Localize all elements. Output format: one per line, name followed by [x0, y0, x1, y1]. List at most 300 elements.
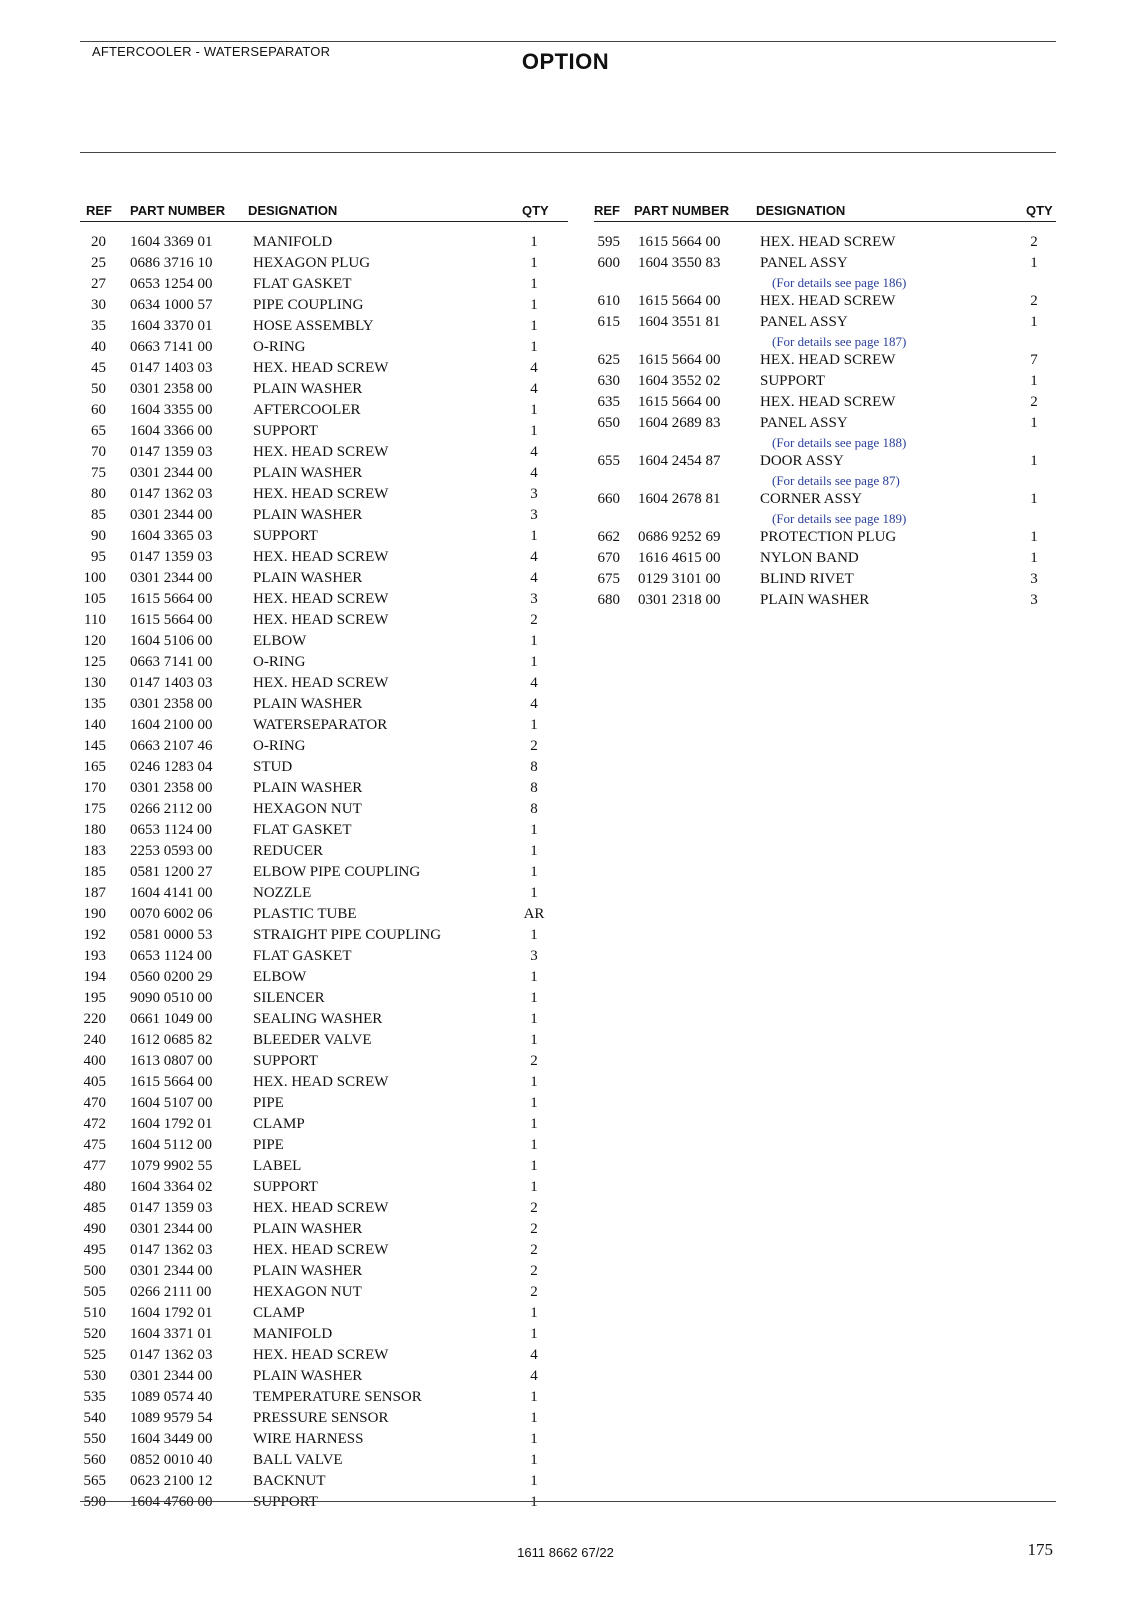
cell-part-number: 0852 0010 40	[130, 1452, 213, 1468]
table-body	[594, 232, 1056, 611]
table-row	[80, 253, 568, 274]
cell-part-number: 0266 2111 00	[130, 1284, 212, 1300]
page-title: OPTION	[521, 49, 610, 74]
cell-designation: HEXAGON NUT	[253, 1284, 362, 1300]
cell-qty: 4	[530, 675, 538, 691]
cell-designation: PIPE	[253, 1137, 284, 1153]
cell-ref: 635	[597, 394, 620, 410]
table-row	[80, 274, 568, 295]
cell-part-number: 0301 2344 00	[130, 465, 213, 481]
cell-part-number: 1604 3371 01	[130, 1326, 213, 1342]
cell-designation: HOSE ASSEMBLY	[253, 318, 374, 334]
cell-qty: 2	[530, 612, 538, 628]
cell-qty: 1	[530, 402, 538, 418]
details-reference-text: (For details see page 187)	[772, 334, 907, 349]
cell-ref: 40	[91, 339, 106, 355]
table-row	[80, 232, 568, 253]
cell-part-number: 1089 9579 54	[130, 1410, 213, 1426]
cell-qty: 1	[530, 654, 538, 670]
cell-ref: 187	[83, 885, 106, 901]
header-designation: DESIGNATION	[756, 203, 846, 218]
cell-ref: 50	[91, 381, 106, 397]
cell-part-number: 0301 2318 00	[638, 592, 721, 608]
cell-qty: 1	[1030, 415, 1038, 431]
cell-part-number: 0147 1362 03	[130, 1347, 213, 1363]
table-row	[80, 673, 568, 694]
cell-ref: 405	[83, 1074, 106, 1090]
cell-ref: 65	[91, 423, 106, 439]
table-row	[80, 484, 568, 505]
cell-part-number: 0147 1359 03	[130, 444, 213, 460]
details-reference-note	[594, 274, 1056, 291]
cell-ref: 595	[597, 234, 620, 250]
cell-qty: 1	[530, 633, 538, 649]
cell-designation: CLAMP	[253, 1305, 305, 1321]
cell-designation: HEX. HEAD SCREW	[760, 394, 896, 410]
table-row	[80, 421, 568, 442]
cell-ref: 190	[83, 906, 106, 922]
cell-designation: DOOR ASSY	[760, 453, 844, 469]
cell-part-number: 1604 3552 02	[638, 373, 721, 389]
table-row	[594, 371, 1056, 392]
cell-ref: 183	[83, 843, 106, 859]
cell-part-number: 0129 3101 00	[638, 571, 721, 587]
table-row	[80, 1198, 568, 1219]
cell-ref: 27	[91, 276, 106, 292]
cell-part-number: 0661 1049 00	[130, 1011, 213, 1027]
parts-table-left	[80, 199, 568, 1513]
cell-qty: 2	[1030, 234, 1038, 250]
cell-ref: 675	[597, 571, 620, 587]
cell-part-number: 0301 2344 00	[130, 1221, 213, 1237]
cell-designation: HEX. HEAD SCREW	[253, 612, 389, 628]
cell-part-number: 1604 4141 00	[130, 885, 213, 901]
cell-ref: 535	[83, 1389, 106, 1405]
cell-part-number: 1604 5106 00	[130, 633, 213, 649]
cell-ref: 525	[83, 1347, 106, 1363]
cell-part-number: 1604 2678 81	[638, 491, 721, 507]
cell-part-number: 0147 1403 03	[130, 360, 213, 376]
details-reference-text: (For details see page 189)	[772, 511, 907, 526]
cell-qty: 2	[1030, 394, 1038, 410]
cell-part-number: 0653 1124 00	[130, 948, 212, 964]
cell-designation: ELBOW	[253, 633, 307, 649]
cell-qty: AR	[523, 906, 545, 922]
table-row	[80, 1072, 568, 1093]
cell-designation: BLEEDER VALVE	[253, 1032, 372, 1048]
cell-qty: 1	[530, 927, 538, 943]
cell-qty: 1	[1030, 550, 1038, 566]
cell-designation: PLAIN WASHER	[253, 780, 363, 796]
table-row	[594, 413, 1056, 434]
cell-qty: 1	[530, 1326, 538, 1342]
cell-ref: 240	[83, 1032, 106, 1048]
cell-designation: SUPPORT	[253, 1053, 318, 1069]
cell-designation: PANEL ASSY	[760, 255, 848, 271]
table-row	[80, 1282, 568, 1303]
cell-qty: 1	[530, 255, 538, 271]
header-bottom-rule	[80, 152, 1056, 153]
cell-qty: 1	[530, 1095, 538, 1111]
cell-designation: PLAIN WASHER	[253, 1221, 363, 1237]
table-row	[80, 1240, 568, 1261]
cell-ref: 500	[83, 1263, 106, 1279]
cell-part-number: 0147 1403 03	[130, 675, 213, 691]
cell-qty: 2	[530, 1200, 538, 1216]
cell-designation: ELBOW PIPE COUPLING	[253, 864, 421, 880]
table-row	[80, 1492, 568, 1513]
cell-ref: 95	[91, 549, 106, 565]
cell-designation: HEX. HEAD SCREW	[253, 1200, 389, 1216]
cell-qty: 1	[1030, 529, 1038, 545]
table-row	[80, 1345, 568, 1366]
cell-designation: HEX. HEAD SCREW	[253, 1242, 389, 1258]
details-reference-note	[594, 434, 1056, 451]
table-body	[80, 232, 568, 1513]
table-row	[80, 736, 568, 757]
cell-qty: 1	[530, 1431, 538, 1447]
table-row	[80, 1408, 568, 1429]
cell-qty: 3	[1030, 571, 1038, 587]
cell-designation: REDUCER	[253, 843, 324, 859]
cell-qty: 3	[530, 948, 538, 964]
cell-ref: 550	[83, 1431, 106, 1447]
table-row	[80, 883, 568, 904]
cell-designation: PLASTIC TUBE	[253, 906, 357, 922]
cell-ref: 165	[83, 759, 106, 775]
details-reference-text: (For details see page 87)	[772, 473, 900, 488]
cell-qty: 1	[530, 1158, 538, 1174]
table-row	[80, 463, 568, 484]
cell-part-number: 1615 5664 00	[638, 293, 721, 309]
cell-part-number: 1604 3449 00	[130, 1431, 213, 1447]
cell-qty: 4	[530, 381, 538, 397]
cell-ref: 495	[83, 1242, 106, 1258]
cell-qty: 2	[530, 1242, 538, 1258]
cell-ref: 650	[597, 415, 620, 431]
cell-ref: 100	[83, 570, 106, 586]
cell-qty: 1	[530, 1305, 538, 1321]
cell-part-number: 1604 3355 00	[130, 402, 213, 418]
cell-ref: 610	[597, 293, 620, 309]
cell-qty: 3	[530, 507, 538, 523]
cell-part-number: 0301 2358 00	[130, 381, 213, 397]
cell-qty: 1	[530, 423, 538, 439]
cell-designation: PIPE	[253, 1095, 284, 1111]
header-designation: DESIGNATION	[248, 203, 338, 218]
table-row	[80, 589, 568, 610]
cell-qty: 8	[530, 780, 538, 796]
table-row	[80, 946, 568, 967]
table-row	[80, 1177, 568, 1198]
cell-designation: PLAIN WASHER	[253, 507, 363, 523]
cell-qty: 2	[530, 738, 538, 754]
cell-qty: 7	[1030, 352, 1038, 368]
cell-qty: 4	[530, 465, 538, 481]
cell-ref: 485	[83, 1200, 106, 1216]
table-row	[80, 1030, 568, 1051]
cell-ref: 20	[91, 234, 106, 250]
cell-ref: 670	[597, 550, 620, 566]
cell-ref: 180	[83, 822, 106, 838]
cell-part-number: 1604 5107 00	[130, 1095, 213, 1111]
cell-qty: 3	[530, 591, 538, 607]
cell-part-number: 0663 7141 00	[130, 654, 213, 670]
cell-designation: FLAT GASKET	[253, 948, 352, 964]
table-row	[594, 232, 1056, 253]
cell-part-number: 0581 1200 27	[130, 864, 213, 880]
cell-part-number: 2253 0593 00	[130, 843, 213, 859]
cell-qty: 4	[530, 570, 538, 586]
cell-designation: MANIFOLD	[253, 234, 333, 250]
cell-designation: PLAIN WASHER	[253, 570, 363, 586]
cell-part-number: 1615 5664 00	[638, 234, 721, 250]
cell-part-number: 0301 2344 00	[130, 570, 213, 586]
cell-qty: 1	[530, 1452, 538, 1468]
cell-designation: LABEL	[253, 1158, 302, 1174]
table-row	[80, 1429, 568, 1450]
header-part-number: PART NUMBER	[130, 203, 226, 218]
cell-part-number: 1604 3370 01	[130, 318, 213, 334]
table-row	[80, 1114, 568, 1135]
cell-qty: 1	[530, 1116, 538, 1132]
table-row	[594, 253, 1056, 274]
table-row	[80, 568, 568, 589]
cell-designation: CORNER ASSY	[760, 491, 863, 507]
cell-designation: HEX. HEAD SCREW	[760, 293, 896, 309]
cell-ref: 90	[91, 528, 106, 544]
cell-qty: 2	[530, 1053, 538, 1069]
cell-ref: 530	[83, 1368, 106, 1384]
cell-part-number: 1604 1792 01	[130, 1305, 213, 1321]
cell-designation: PROTECTION PLUG	[760, 529, 897, 545]
cell-part-number: 1604 3369 01	[130, 234, 213, 250]
cell-ref: 470	[83, 1095, 106, 1111]
table-row	[80, 1324, 568, 1345]
cell-ref: 85	[91, 507, 106, 523]
header-qty: QTY	[522, 203, 549, 218]
cell-designation: PLAIN WASHER	[253, 1263, 363, 1279]
cell-part-number: 0070 6002 06	[130, 906, 213, 922]
cell-qty: 4	[530, 1347, 538, 1363]
table-row	[80, 652, 568, 673]
cell-qty: 1	[530, 234, 538, 250]
cell-part-number: 1615 5664 00	[130, 612, 213, 628]
cell-ref: 660	[597, 491, 620, 507]
cell-part-number: 0686 9252 69	[638, 529, 721, 545]
table-row	[80, 820, 568, 841]
cell-ref: 220	[83, 1011, 106, 1027]
table-row	[80, 925, 568, 946]
cell-qty: 4	[530, 444, 538, 460]
cell-part-number: 0663 7141 00	[130, 339, 213, 355]
cell-qty: 1	[1030, 373, 1038, 389]
cell-designation: PIPE COUPLING	[253, 297, 364, 313]
cell-designation: O-RING	[253, 738, 306, 754]
cell-qty: 1	[1030, 453, 1038, 469]
cell-designation: HEXAGON PLUG	[253, 255, 371, 271]
cell-qty: 1	[530, 297, 538, 313]
cell-ref: 30	[91, 297, 106, 313]
cell-qty: 8	[530, 801, 538, 817]
cell-designation: WIRE HARNESS	[253, 1431, 364, 1447]
cell-ref: 560	[83, 1452, 106, 1468]
table-row	[80, 295, 568, 316]
cell-qty: 4	[530, 1368, 538, 1384]
cell-part-number: 0653 1254 00	[130, 276, 213, 292]
details-reference-text: (For details see page 188)	[772, 435, 907, 450]
cell-qty: 2	[530, 1284, 538, 1300]
cell-designation: HEX. HEAD SCREW	[253, 675, 389, 691]
cell-ref: 45	[91, 360, 106, 376]
cell-designation: ELBOW	[253, 969, 307, 985]
table-row	[80, 904, 568, 925]
cell-ref: 120	[83, 633, 106, 649]
cell-designation: HEX. HEAD SCREW	[253, 549, 389, 565]
table-row	[80, 1366, 568, 1387]
cell-designation: HEX. HEAD SCREW	[760, 352, 896, 368]
cell-designation: CLAMP	[253, 1116, 305, 1132]
cell-qty: 1	[1030, 314, 1038, 330]
cell-ref: 130	[83, 675, 106, 691]
cell-ref: 615	[597, 314, 620, 330]
cell-designation: BACKNUT	[253, 1473, 326, 1489]
cell-part-number: 0301 2344 00	[130, 507, 213, 523]
table-row	[80, 1051, 568, 1072]
table-row	[80, 841, 568, 862]
cell-qty: 1	[530, 864, 538, 880]
details-reference-note	[594, 333, 1056, 350]
cell-ref: 75	[91, 465, 106, 481]
cell-designation: STUD	[253, 759, 293, 775]
cell-ref: 472	[83, 1116, 106, 1132]
cell-designation: NYLON BAND	[760, 550, 859, 566]
cell-designation: HEX. HEAD SCREW	[253, 591, 389, 607]
cell-designation: FLAT GASKET	[253, 822, 352, 838]
table-row	[594, 548, 1056, 569]
document-code: 1611 8662 67/22	[517, 1545, 614, 1560]
cell-designation: AFTERCOOLER	[253, 402, 361, 418]
table-row	[594, 312, 1056, 333]
cell-part-number: 1615 5664 00	[638, 352, 721, 368]
cell-designation: NOZZLE	[253, 885, 312, 901]
cell-part-number: 0634 1000 57	[130, 297, 213, 313]
cell-ref: 475	[83, 1137, 106, 1153]
cell-qty: 1	[530, 717, 538, 733]
table-row	[80, 988, 568, 1009]
footer-rule	[80, 1501, 1056, 1502]
table-row	[80, 442, 568, 463]
cell-designation: PANEL ASSY	[760, 314, 848, 330]
cell-ref: 60	[91, 402, 106, 418]
cell-ref: 662	[597, 529, 620, 545]
cell-ref: 490	[83, 1221, 106, 1237]
cell-ref: 145	[83, 738, 106, 754]
table-row	[594, 451, 1056, 472]
cell-designation: HEXAGON NUT	[253, 801, 362, 817]
table-row	[594, 291, 1056, 312]
cell-part-number: 0560 0200 29	[130, 969, 213, 985]
cell-part-number: 0686 3716 10	[130, 255, 213, 271]
cell-part-number: 1615 5664 00	[638, 394, 721, 410]
cell-qty: 1	[530, 1011, 538, 1027]
table-row	[80, 505, 568, 526]
table-row	[80, 379, 568, 400]
cell-part-number: 1604 3550 83	[638, 255, 721, 271]
cell-part-number: 1604 3364 02	[130, 1179, 213, 1195]
cell-designation: HEX. HEAD SCREW	[253, 1074, 389, 1090]
cell-qty: 4	[530, 549, 538, 565]
cell-part-number: 0653 1124 00	[130, 822, 212, 838]
cell-designation: HEX. HEAD SCREW	[253, 360, 389, 376]
cell-qty: 1	[530, 990, 538, 1006]
cell-part-number: 1604 1792 01	[130, 1116, 213, 1132]
cell-part-number: 0301 2358 00	[130, 696, 213, 712]
cell-designation: SILENCER	[253, 990, 325, 1006]
table-row	[80, 526, 568, 547]
cell-part-number: 1079 9902 55	[130, 1158, 213, 1174]
cell-designation: SUPPORT	[253, 1179, 318, 1195]
cell-ref: 70	[91, 444, 106, 460]
cell-part-number: 1612 0685 82	[130, 1032, 213, 1048]
cell-ref: 655	[597, 453, 620, 469]
cell-ref: 630	[597, 373, 620, 389]
cell-part-number: 1615 5664 00	[130, 1074, 213, 1090]
cell-ref: 185	[83, 864, 106, 880]
cell-designation: O-RING	[253, 339, 306, 355]
cell-part-number: 0266 2112 00	[130, 801, 212, 817]
cell-ref: 520	[83, 1326, 106, 1342]
cell-part-number: 1615 5664 00	[130, 591, 213, 607]
cell-part-number: 1604 3365 03	[130, 528, 213, 544]
cell-designation: STRAIGHT PIPE COUPLING	[253, 927, 442, 943]
cell-qty: 1	[530, 885, 538, 901]
cell-qty: 1	[530, 318, 538, 334]
table-row	[80, 1135, 568, 1156]
cell-qty: 1	[530, 276, 538, 292]
cell-ref: 600	[597, 255, 620, 271]
cell-designation: SUPPORT	[760, 373, 825, 389]
cell-designation: BLIND RIVET	[760, 571, 854, 587]
table-row	[80, 1387, 568, 1408]
cell-qty: 1	[530, 822, 538, 838]
cell-designation: HEX. HEAD SCREW	[253, 444, 389, 460]
cell-ref: 480	[83, 1179, 106, 1195]
cell-ref: 193	[83, 948, 106, 964]
table-row	[80, 1093, 568, 1114]
cell-designation: HEX. HEAD SCREW	[760, 234, 896, 250]
details-reference-text: (For details see page 186)	[772, 275, 907, 290]
table-row	[80, 631, 568, 652]
cell-part-number: 0246 1283 04	[130, 759, 213, 775]
cell-ref: 125	[83, 654, 106, 670]
cell-qty: 1	[530, 1389, 538, 1405]
cell-qty: 2	[530, 1221, 538, 1237]
cell-ref: 110	[84, 612, 106, 628]
header-qty: QTY	[1026, 203, 1053, 218]
cell-part-number: 1604 4760 00	[130, 1494, 213, 1510]
section-title: AFTERCOOLER - WATERSEPARATOR	[92, 44, 331, 59]
cell-ref: 140	[83, 717, 106, 733]
details-reference-note	[594, 510, 1056, 527]
table-row	[80, 694, 568, 715]
table-row	[594, 392, 1056, 413]
table-row	[80, 400, 568, 421]
cell-ref: 80	[91, 486, 106, 502]
table-row	[594, 350, 1056, 371]
table-row	[80, 358, 568, 379]
table-row	[80, 799, 568, 820]
